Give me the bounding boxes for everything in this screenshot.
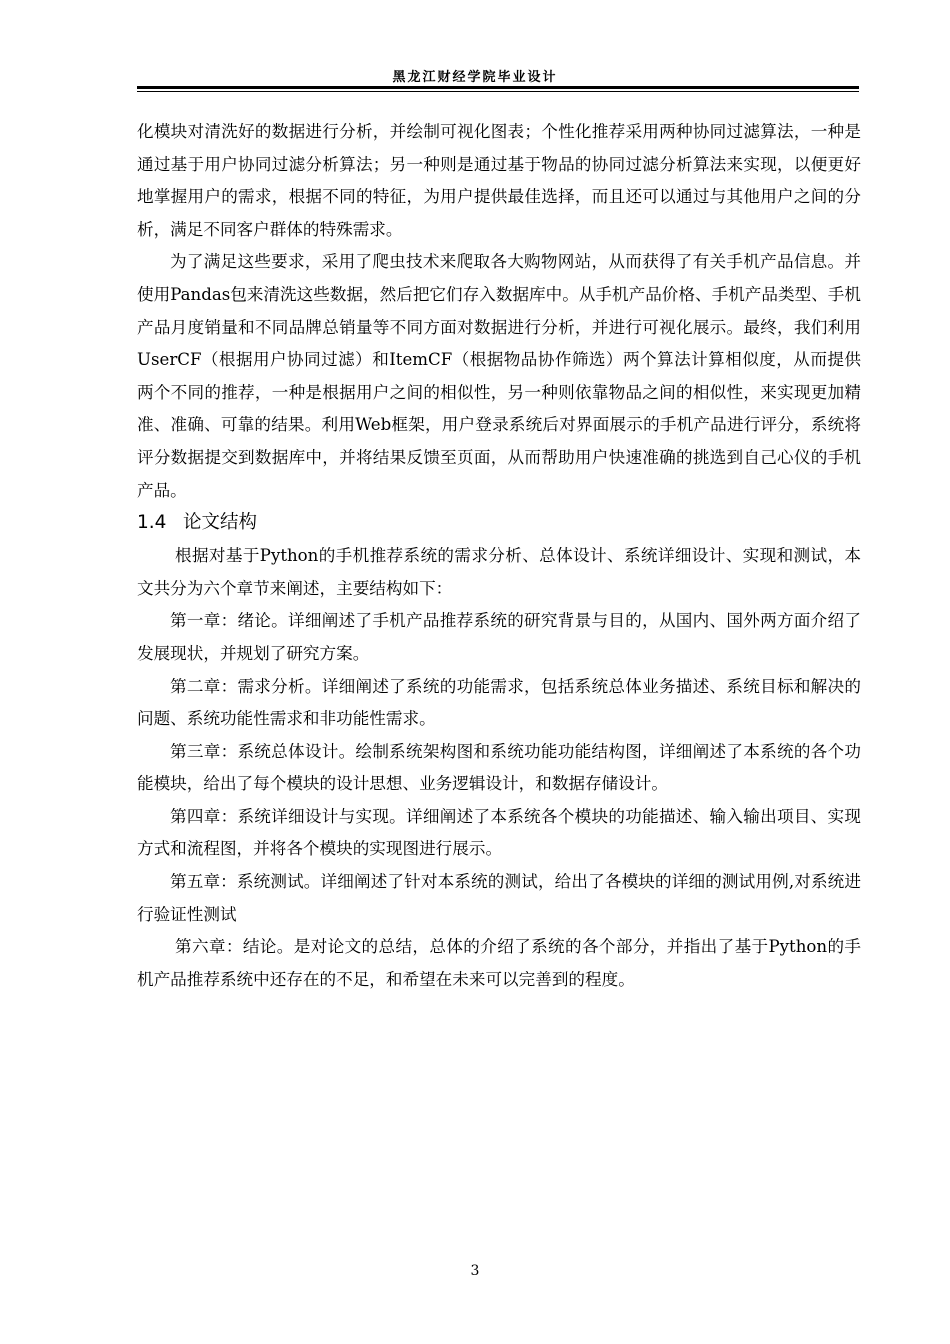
- header-rule-thick: [137, 86, 859, 89]
- page-header-title: 黑龙江财经学院毕业设计: [392, 70, 558, 85]
- chapter-5-summary: 第五章：系统测试。详细阐述了针对本系统的测试，给出了各模块的详细的测试用例,对系统进行验证性测试: [137, 872, 861, 924]
- section-number: 1.4: [137, 512, 167, 534]
- section-title: 论文结构: [183, 512, 258, 534]
- chapter-6-summary: 第六章：结论。是对论文的总结，总体的介绍了系统的各个部分，并指出了基于Python的手机产品推荐系统中还存在的不足，和希望在未来可以完善到的程度。: [137, 937, 861, 989]
- chapter-4-summary: 第四章：系统详细设计与实现。详细阐述了本系统各个模块的功能描述、输入输出项目、实现方式和流程图，并将各个模块的实现图进行展示。: [137, 806, 861, 859]
- header-rule-thin: [137, 91, 859, 92]
- chapter-1-summary: 第一章：绪论。详细阐述了手机产品推荐系统的研究背景与目的，从国内、国外两方面介绍了发展现状，并规划了研究方案。: [137, 611, 861, 663]
- page-number: 3: [470, 1263, 480, 1279]
- chapter-2-summary: 第二章：需求分析。详细阐述了系统的功能需求，包括系统总体业务描述、系统目标和解决的问题、系统功能性需求和非功能性需求。: [137, 676, 861, 729]
- chapter-3-summary: 第三章：系统总体设计。绘制系统架构图和系统功能功能结构图，详细阐述了本系统的各个功能模块，给出了每个模块的设计思想、业务逻辑设计，和数据存储设计。: [137, 741, 861, 794]
- paragraph-requirements: 为了满足这些要求，采用了爬虫技术来爬取各大购物网站，从而获得了有关手机产品信息。并使用Pandas包来清洗这些数据，然后把它们存入数据库中。从手机产品价格、手机产品类型、手机产品月度销量和不同品牌总销量等不同方面对数据进行分析，并进行可视化展示。最终，我们利用UserCF（根据用户协同过滤）和ItemCF（根据物品协作筛选）两个算法计算相似度，从而提供两个不同的推荐，一种是根据用户之间的相似性，另一种则依靠物品之间的相似性，来实现更加精准、准确、可靠的结果。利用Web框架，用户登录系统后对界面展示的手机产品进行评分，系统将评分数据提交到数据库中，并将结果反馈至页面，从而帮助用户快速准确的挑选到自己心仪的手机产品。: [137, 252, 861, 500]
- paragraph-continuation: 化模块对清洗好的数据进行分析，并绘制可视化图表；个性化推荐采用两种协同过滤算法，一种是通过基于用户协同过滤分析算法；另一种则是通过基于物品的协同过滤分析算法来实现，以便更好地掌握用户的需求，根据不同的特征，为用户提供最佳选择，而且还可以通过与其他用户之间的分析，满足不同客户群体的特殊需求。: [137, 122, 861, 239]
- paragraph-structure-intro: 根据对基于Python的手机推荐系统的需求分析、总体设计、系统详细设计、实现和测试，本文共分为六个章节来阐述，主要结构如下：: [137, 546, 861, 598]
- section-heading: [137, 507, 861, 540]
- page-body: [137, 116, 861, 996]
